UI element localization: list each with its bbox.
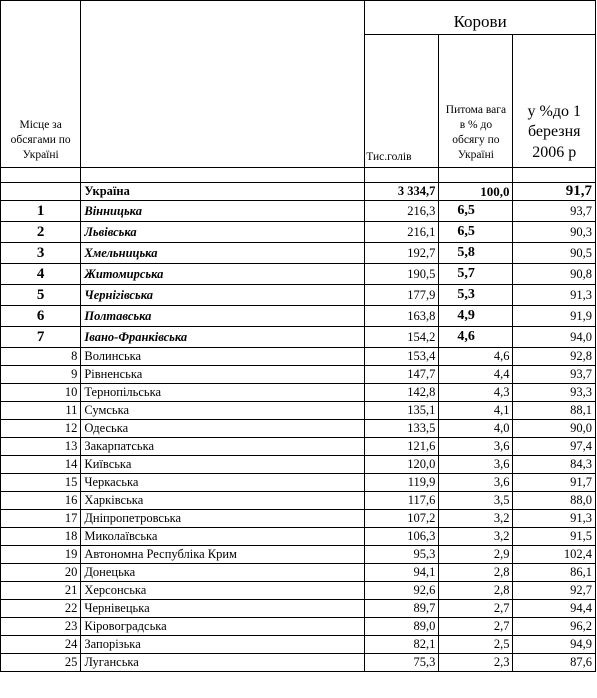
heads-cell: 95,3 <box>365 546 439 564</box>
relative-cell: 87,6 <box>513 654 596 672</box>
table-row <box>1 285 596 306</box>
share-cell: 2,8 <box>439 564 513 582</box>
relative-cell: 93,3 <box>513 384 596 402</box>
rank-cell: 16 <box>1 492 81 510</box>
share-cell: 3,5 <box>439 492 513 510</box>
heads-cell: 94,1 <box>365 564 439 582</box>
heads-cell: 147,7 <box>365 366 439 384</box>
heads-cell: 121,6 <box>365 438 439 456</box>
relative-cell: 84,3 <box>513 456 596 474</box>
rank-cell: 18 <box>1 528 81 546</box>
share-cell: 3,2 <box>439 528 513 546</box>
heads-cell: 216,3 <box>365 201 439 222</box>
relative-cell: 90,0 <box>513 420 596 438</box>
share-cell: 3,2 <box>439 510 513 528</box>
relative-cell: 94,0 <box>513 327 596 348</box>
table-row <box>1 327 596 348</box>
relative-cell: 88,1 <box>513 402 596 420</box>
relative-cell: 93,7 <box>513 201 596 222</box>
rank-cell: 4 <box>1 264 81 285</box>
share-cell: 4,4 <box>439 366 513 384</box>
share-cell: 6,5 <box>439 222 513 243</box>
heads-cell: 190,5 <box>365 264 439 285</box>
relative-cell: 92,7 <box>513 582 596 600</box>
heads-cell: 142,8 <box>365 384 439 402</box>
heads-cell: 92,6 <box>365 582 439 600</box>
share-cell: 3,6 <box>439 474 513 492</box>
table-row <box>1 654 596 672</box>
relative-cell: 91,9 <box>513 306 596 327</box>
region-cell: Сумська <box>81 402 365 420</box>
rank-cell: 13 <box>1 438 81 456</box>
region-cell: Херсонська <box>81 582 365 600</box>
share-cell: 2,7 <box>439 618 513 636</box>
heads-cell: 154,2 <box>365 327 439 348</box>
table-row <box>1 528 596 546</box>
share-cell: 4,6 <box>439 348 513 366</box>
share-cell: 6,5 <box>439 201 513 222</box>
relative-cell: 93,7 <box>513 366 596 384</box>
relative-cell: 94,4 <box>513 600 596 618</box>
region-cell: Тернопільська <box>81 384 365 402</box>
rank-cell: 5 <box>1 285 81 306</box>
rank-cell: 8 <box>1 348 81 366</box>
heads-cell: 120,0 <box>365 456 439 474</box>
table-row <box>1 618 596 636</box>
relative-cell: 86,1 <box>513 564 596 582</box>
region-cell: Миколаївська <box>81 528 365 546</box>
relative-column-header: у %до 1 березня 2006 р <box>513 35 596 168</box>
relative-cell: 90,5 <box>513 243 596 264</box>
table-row <box>1 582 596 600</box>
share-cell: 2,8 <box>439 582 513 600</box>
table-row <box>1 564 596 582</box>
table-row <box>1 264 596 285</box>
region-cell: Київська <box>81 456 365 474</box>
table-row <box>1 420 596 438</box>
table-row <box>1 600 596 618</box>
rank-cell: 6 <box>1 306 81 327</box>
heads-cell: 153,4 <box>365 348 439 366</box>
rank-cell: 22 <box>1 600 81 618</box>
share-cell: 5,7 <box>439 264 513 285</box>
region-cell: Луганська <box>81 654 365 672</box>
relative-cell: 91,3 <box>513 285 596 306</box>
heads-cell: 107,2 <box>365 510 439 528</box>
relative-cell: 92,8 <box>513 348 596 366</box>
heads-cell: 82,1 <box>365 636 439 654</box>
rank-cell: 3 <box>1 243 81 264</box>
total-share: 100,0 <box>439 183 513 201</box>
rank-cell: 12 <box>1 420 81 438</box>
region-cell: Львівська <box>81 222 365 243</box>
table-row <box>1 243 596 264</box>
rank-cell: 2 <box>1 222 81 243</box>
rank-cell: 1 <box>1 201 81 222</box>
heads-cell: 177,9 <box>365 285 439 306</box>
share-cell: 2,5 <box>439 636 513 654</box>
relative-cell: 91,5 <box>513 528 596 546</box>
relative-cell: 94,9 <box>513 636 596 654</box>
cows-group-header: Корови <box>365 1 596 35</box>
region-cell: Рівненська <box>81 366 365 384</box>
share-cell: 5,3 <box>439 285 513 306</box>
heads-cell: 216,1 <box>365 222 439 243</box>
share-cell: 3,6 <box>439 438 513 456</box>
share-column-header: Питома вага в % до обсягу по Україні <box>439 35 513 168</box>
rank-cell: 15 <box>1 474 81 492</box>
table-row <box>1 384 596 402</box>
region-cell: Волинська <box>81 348 365 366</box>
rank-column-header: Місце за обсягами по Україні <box>1 1 81 168</box>
share-cell: 2,3 <box>439 654 513 672</box>
heads-cell: 163,8 <box>365 306 439 327</box>
heads-cell: 89,7 <box>365 600 439 618</box>
header-row-top <box>1 1 596 35</box>
table-row <box>1 306 596 327</box>
share-cell: 4,9 <box>439 306 513 327</box>
total-row <box>1 183 596 201</box>
table-row <box>1 510 596 528</box>
heads-cell: 117,6 <box>365 492 439 510</box>
rank-cell: 7 <box>1 327 81 348</box>
total-rank-cell <box>1 183 81 201</box>
table-row <box>1 456 596 474</box>
region-cell: Харківська <box>81 492 365 510</box>
region-cell: Чернігівська <box>81 285 365 306</box>
relative-cell: 88,0 <box>513 492 596 510</box>
region-cell: Запорізька <box>81 636 365 654</box>
region-cell: Полтавська <box>81 306 365 327</box>
heads-cell: 192,7 <box>365 243 439 264</box>
heads-cell: 89,0 <box>365 618 439 636</box>
rank-cell: 9 <box>1 366 81 384</box>
share-cell: 3,6 <box>439 456 513 474</box>
table-row <box>1 366 596 384</box>
heads-column-header: Тис.голів <box>365 35 439 168</box>
share-cell: 4,3 <box>439 384 513 402</box>
share-cell: 5,8 <box>439 243 513 264</box>
heads-cell: 119,9 <box>365 474 439 492</box>
table-row <box>1 546 596 564</box>
rank-cell: 10 <box>1 384 81 402</box>
region-cell: Івано-Франківська <box>81 327 365 348</box>
relative-cell: 91,3 <box>513 510 596 528</box>
relative-cell: 102,4 <box>513 546 596 564</box>
region-cell: Дніпропетровська <box>81 510 365 528</box>
relative-cell: 90,3 <box>513 222 596 243</box>
region-cell: Закарпатська <box>81 438 365 456</box>
heads-cell: 106,3 <box>365 528 439 546</box>
table-row <box>1 201 596 222</box>
region-column-header <box>81 1 365 168</box>
relative-cell: 91,7 <box>513 474 596 492</box>
rank-cell: 24 <box>1 636 81 654</box>
rank-cell: 23 <box>1 618 81 636</box>
rank-cell: 20 <box>1 564 81 582</box>
heads-cell: 133,5 <box>365 420 439 438</box>
table-row <box>1 438 596 456</box>
rank-cell: 14 <box>1 456 81 474</box>
total-region: Україна <box>81 183 365 201</box>
region-cell: Кіровоградська <box>81 618 365 636</box>
region-cell: Донецька <box>81 564 365 582</box>
total-heads: 3 334,7 <box>365 183 439 201</box>
table-row <box>1 348 596 366</box>
rank-cell: 11 <box>1 402 81 420</box>
share-cell: 4,0 <box>439 420 513 438</box>
table-row <box>1 222 596 243</box>
table-row <box>1 492 596 510</box>
region-cell: Хмельницька <box>81 243 365 264</box>
region-cell: Автономна Республіка Крим <box>81 546 365 564</box>
relative-cell: 90,8 <box>513 264 596 285</box>
spacer-row <box>1 168 596 183</box>
region-cell: Житомирська <box>81 264 365 285</box>
region-cell: Вінницька <box>81 201 365 222</box>
rank-cell: 25 <box>1 654 81 672</box>
rank-cell: 21 <box>1 582 81 600</box>
relative-cell: 96,2 <box>513 618 596 636</box>
heads-cell: 75,3 <box>365 654 439 672</box>
region-cell: Одеська <box>81 420 365 438</box>
share-cell: 4,6 <box>439 327 513 348</box>
region-cell: Чернівецька <box>81 600 365 618</box>
table-row <box>1 402 596 420</box>
rank-cell: 17 <box>1 510 81 528</box>
region-cell: Черкаська <box>81 474 365 492</box>
total-relative: 91,7 <box>513 183 596 201</box>
share-cell: 2,9 <box>439 546 513 564</box>
relative-cell: 97,4 <box>513 438 596 456</box>
heads-cell: 135,1 <box>365 402 439 420</box>
table-row <box>1 636 596 654</box>
share-cell: 2,7 <box>439 600 513 618</box>
share-cell: 4,1 <box>439 402 513 420</box>
rank-cell: 19 <box>1 546 81 564</box>
table-row <box>1 474 596 492</box>
